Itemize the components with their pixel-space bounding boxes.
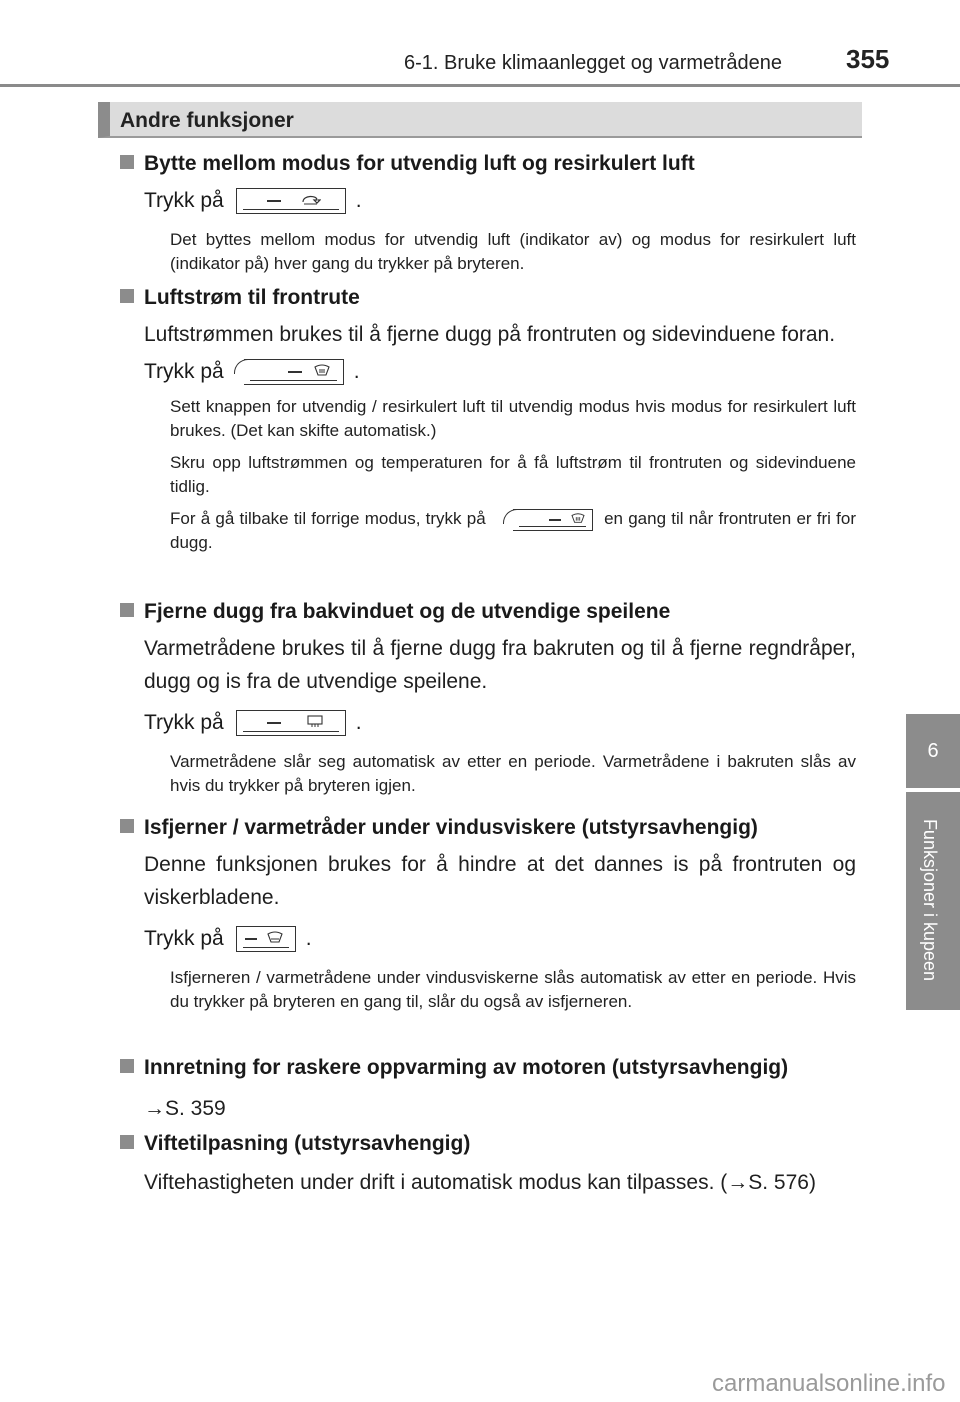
period: . — [355, 189, 362, 212]
bullet-icon — [120, 1135, 134, 1149]
item-body: Denne funksjonen brukes for å hindre at det dannes is på frontruten og viskerbladene. — [144, 853, 856, 909]
item-heading: Viftetilpasning (utstyrsavhengig) — [120, 1130, 856, 1158]
page-reference[interactable]: →S. 359 — [144, 1097, 226, 1120]
item-rear-defogger — [120, 598, 856, 798]
note: Varmetrådene slår seg automatisk av etter en periode. Varmetrådene i bakruten slås av hvis du trykker på bryteren igjen. — [170, 752, 856, 795]
item-engine-preheat — [120, 1054, 856, 1125]
bullet-icon — [120, 155, 134, 169]
front-defroster-button[interactable] — [244, 359, 344, 385]
press-instruction — [144, 708, 856, 738]
note: Det byttes mellom modus for utvendig luft (indikator av) og modus for resirkulert luft (indikator på) hver gang du trykker på bryteren. — [170, 230, 856, 273]
press-label: Trykk på — [144, 927, 224, 950]
front-defroster-button-inline[interactable] — [513, 509, 593, 531]
bullet-icon — [120, 603, 134, 617]
period: . — [353, 360, 360, 383]
header-title: 6-1. Bruke klimaanlegget og varmetrådene — [404, 52, 782, 74]
item-fan-adjustment — [120, 1130, 856, 1199]
period: . — [305, 927, 312, 950]
item-body: Luftstrømmen brukes til å fjerne dugg på frontruten og sidevinduene foran. — [144, 323, 836, 346]
chapter-label: Funksjoner i kupeen — [920, 818, 940, 982]
recirculation-icon — [301, 192, 321, 210]
section-title: Andre funksjoner — [120, 109, 294, 132]
press-label: Trykk på — [144, 189, 224, 212]
item-heading: Luftstrøm til frontrute — [120, 284, 856, 312]
header-rule — [0, 84, 960, 87]
item-heading: Innretning for raskere oppvarming av motoren (utstyrsavhengig) — [120, 1054, 856, 1082]
bullet-icon — [120, 289, 134, 303]
press-label: Trykk på — [144, 711, 224, 734]
press-label: Trykk på — [144, 360, 224, 383]
note: Skru opp luftstrømmen og temperaturen for å få luftstrøm til frontruten og sidevinduene tidlig. — [170, 453, 856, 496]
rear-defogger-icon — [307, 714, 323, 732]
front-defroster-icon — [314, 363, 330, 381]
item-heading: Bytte mellom modus for utvendig luft og resirkulert luft — [120, 150, 856, 178]
wiper-deicer-icon — [267, 930, 283, 948]
section-banner — [98, 102, 862, 138]
page-number: 355 — [846, 44, 890, 74]
note: For å gå tilbake til forrige modus, trykk på en gang til når frontruten er fri for dugg. — [170, 509, 856, 552]
press-instruction — [144, 924, 856, 954]
bullet-icon — [120, 1059, 134, 1073]
item-wiper-deicer — [120, 814, 856, 1014]
watermark: carmanualsonline.info — [712, 1370, 946, 1397]
press-instruction — [144, 357, 856, 387]
item-recirculation — [120, 150, 856, 276]
wiper-deicer-button[interactable] — [236, 926, 296, 952]
recirculation-button[interactable] — [236, 188, 346, 214]
bullet-icon — [120, 819, 134, 833]
item-heading: Isfjerner / varmetråder under vindusviskere (utstyrsavhengig) — [120, 814, 856, 842]
item-heading: Fjerne dugg fra bakvinduet og de utvendige speilene — [120, 598, 856, 626]
period: . — [355, 711, 362, 734]
item-body: Varmetrådene brukes til å fjerne dugg fra bakruten og til å fjerne regndråper, dugg og is fra de utvendige speilene. — [144, 637, 856, 693]
chapter-number: 6 — [927, 740, 939, 762]
note: Isfjerneren / varmetrådene under vindusviskerne slås automatisk av etter en periode. Hvis du trykker på bryteren en gang til, slår du også av isfjerneren. — [170, 968, 856, 1011]
rear-defogger-button[interactable] — [236, 710, 346, 736]
press-instruction — [144, 186, 856, 216]
chapter-tab-number — [906, 714, 960, 788]
item-front-defrost — [120, 284, 856, 555]
item-body: Viftehastigheten under drift i automatisk modus kan tilpasses. (→S. 576) — [144, 1171, 816, 1194]
note: Sett knappen for utvendig / resirkulert luft til utvendig modus hvis modus for resirkulert luft brukes. (Det kan skifte automatisk.) — [170, 397, 856, 440]
